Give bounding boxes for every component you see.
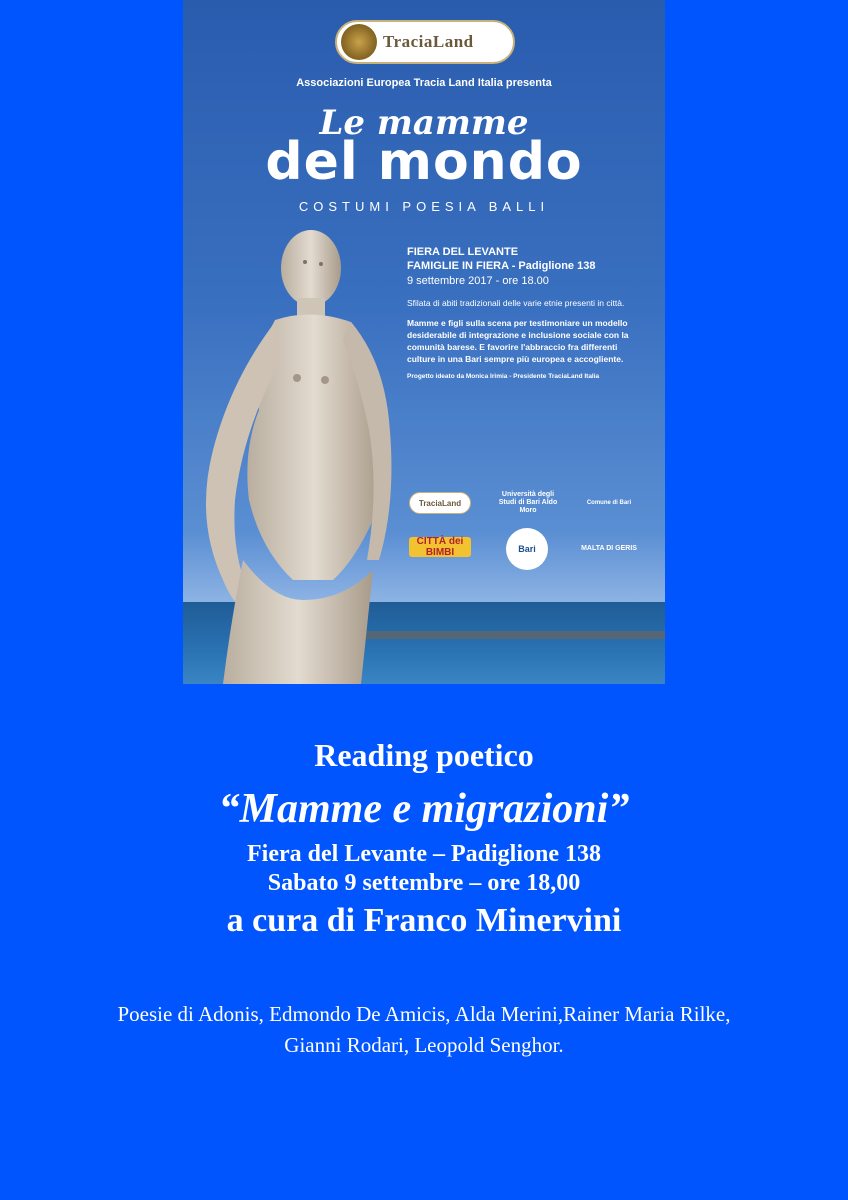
poster-title-big: del mondo — [265, 132, 583, 192]
event-datetime: Sabato 9 settembre – ore 18,00 — [267, 870, 581, 896]
sponsor-comune-logo: Comune di Bari — [586, 499, 632, 506]
event-heading: Reading poetico — [314, 737, 534, 773]
info-date: 9 settembre 2017 - ore 18.00 — [407, 275, 549, 287]
info-paragraph-1: Sfilata di abiti tradizionali delle varie etnie presenti in città. — [407, 298, 625, 308]
event-poster — [183, 0, 665, 684]
presenter-line: Associazioni Europea Tracia Land Italia presenta — [296, 77, 552, 89]
info-credit: Progetto ideato da Monica Irimia - Presidente TraciaLand Italia — [407, 373, 600, 380]
sponsor-traciland-logo: TraciaLand — [409, 492, 471, 514]
info-venue: FIERA DEL LEVANTE — [407, 246, 519, 258]
logo-text: TraciaLand — [383, 32, 474, 51]
sponsor-bari-logo: Bari — [506, 528, 548, 570]
info-pavilion: FAMIGLIE IN FIERA - Padiglione 138 — [407, 260, 596, 272]
poets-line-1: Poesie di Adonis, Edmondo De Amicis, Alda Merini,Rainer Maria Rilke, — [117, 1002, 731, 1026]
sponsor-citta-bimbi-logo: CITTÀ dei BIMBI — [409, 537, 471, 557]
sponsor-malta-logo: MALTA DI GERIS — [581, 544, 637, 552]
event-venue: Fiera del Levante – Padiglione 138 — [247, 841, 601, 867]
poets-line-2: Gianni Rodari, Leopold Senghor. — [284, 1033, 564, 1057]
info-paragraph-2: Mamme e figli sulla scena per testimoniare un modello desiderabile di integrazione e inclusione sociale con la comunità barese. E favorire l'abbraccio fra differenti culture in una Bari sempre più europea e accogliente. — [407, 318, 629, 364]
poster-title-small: Le mamme — [319, 103, 529, 143]
event-curator: a cura di Franco Minervini — [226, 902, 622, 939]
poster-subtitle: COSTUMI POESIA BALLI — [298, 199, 550, 214]
event-title: “Mamme e migrazioni” — [218, 786, 630, 832]
sponsor-university-logo: Università degli Studi di Bari Aldo Moro — [498, 491, 558, 514]
poster-info-block — [407, 245, 647, 380]
